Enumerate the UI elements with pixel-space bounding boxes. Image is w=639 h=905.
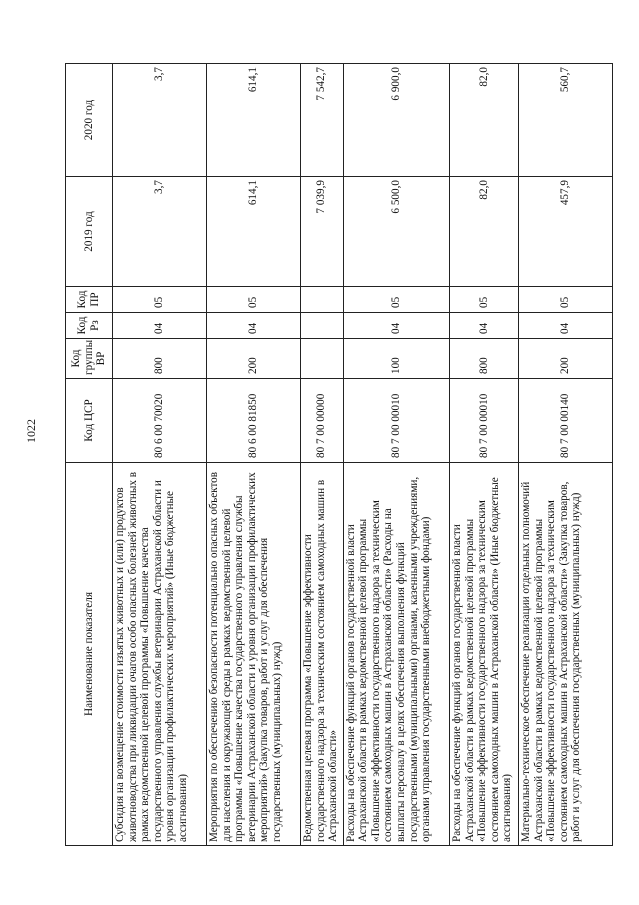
header-2019: 2019 год [66, 177, 113, 287]
row-pr: 05 [206, 287, 300, 313]
row-vr: 100 [343, 339, 450, 379]
row-rz [300, 313, 343, 339]
row-vr: 800 [450, 339, 519, 379]
rotated-page [65, 64, 613, 846]
row-vr: 200 [206, 339, 300, 379]
row-pr [300, 287, 343, 313]
row-2019: 3,7 [113, 177, 207, 287]
row-2020: 614,1 [206, 64, 300, 177]
row-2020: 560,7 [518, 64, 612, 177]
row-pr: 05 [113, 287, 207, 313]
row-2019: 457,9 [518, 177, 612, 287]
page-number: 1022 [24, 419, 38, 443]
row-pr: 05 [343, 287, 450, 313]
table-row [113, 64, 207, 846]
row-name: Мероприятия по обеспечению безопасности потенциально опасных объектов для населения и окружающей среды в рамках ведомственной целевой программы «Повышение качества государственного управления службы ветеринарии Астраханской области и уровня организации профилактических мероприятий» (Закупка товаров, работ и услуг для обеспечения государственных (муниципальных) нужд) [206, 463, 300, 846]
row-rz: 04 [450, 313, 519, 339]
header-rz: Код Рз [66, 313, 113, 339]
row-2019: 614,1 [206, 177, 300, 287]
header-vr: Код группы ВР [66, 339, 113, 379]
row-rz: 04 [343, 313, 450, 339]
row-vr [300, 339, 343, 379]
row-name: Расходы на обеспечение функций органов государственной власти Астраханской области в рамках ведомственной целевой программы «Повышение эффективности государственного надзора за техническим состоянием самоходных машин в Астраханской области» (Иные бюджетные ассигнования) [450, 463, 519, 846]
row-csr: 80 7 00 00010 [450, 379, 519, 463]
row-csr: 80 7 00 00140 [518, 379, 612, 463]
budget-table [65, 63, 613, 846]
row-rz: 04 [206, 313, 300, 339]
row-vr: 200 [518, 339, 612, 379]
row-csr: 80 6 00 81850 [206, 379, 300, 463]
header-pr: Код ПР [66, 287, 113, 313]
row-csr: 80 6 00 70020 [113, 379, 207, 463]
header-row [66, 64, 113, 846]
row-rz: 04 [113, 313, 207, 339]
row-name: Расходы на обеспечение функций органов государственной власти Астраханской области в рамках ведомственной целевой программы «Повышение эффективности государственного надзора за техническим состоянием самоходных машин в Астраханской области» (Расходы на выплаты персоналу в целях обеспечения выполнения функций государственными (муниципальными) органами, казенными учреждениями, органами управления государственными внебюджетными фондами) [343, 463, 450, 846]
table-row [518, 64, 612, 846]
row-2020: 7 542,7 [300, 64, 343, 177]
row-2019: 82,0 [450, 177, 519, 287]
table-row [206, 64, 300, 846]
table-row [450, 64, 519, 846]
header-csr: Код ЦСР [66, 379, 113, 463]
row-pr: 05 [450, 287, 519, 313]
row-2020: 6 900,0 [343, 64, 450, 177]
row-pr: 05 [518, 287, 612, 313]
row-csr: 80 7 00 00000 [300, 379, 343, 463]
row-name: Ведомственная целевая программа «Повышение эффективности государственного надзора за техническим состоянием самоходных машин в Астраханской области» [300, 463, 343, 846]
header-2020: 2020 год [66, 64, 113, 177]
table-row [343, 64, 450, 846]
row-name: Субсидия на возмещение стоимости изъятых животных и (или) продуктов животноводства при ликвидации очагов особо опасных болезней животных в рамках ведомственной целевой программы «Повышение качества государственного управления службы ветеринарии Астраханской области и уровня организации профилактических мероприятий» (Иные бюджетные ассигнования) [113, 463, 207, 846]
row-rz: 04 [518, 313, 612, 339]
row-2019: 7 039,9 [300, 177, 343, 287]
row-vr: 800 [113, 339, 207, 379]
header-name: Наименование показателя [66, 463, 113, 846]
row-2020: 82,0 [450, 64, 519, 177]
row-2019: 6 500,0 [343, 177, 450, 287]
row-csr: 80 7 00 00010 [343, 379, 450, 463]
row-2020: 3,7 [113, 64, 207, 177]
row-name: Материально-техническое обеспечение реализации отдельных полномочий Астраханской области в рамках ведомственной целевой программы «Повышение эффективности государственного надзора за техническим состоянием самоходных машин в Астраханской области» (Закупка товаров, работ и услуг для обеспечения государственных (муниципальных) нужд) [518, 463, 612, 846]
table-row [300, 64, 343, 846]
